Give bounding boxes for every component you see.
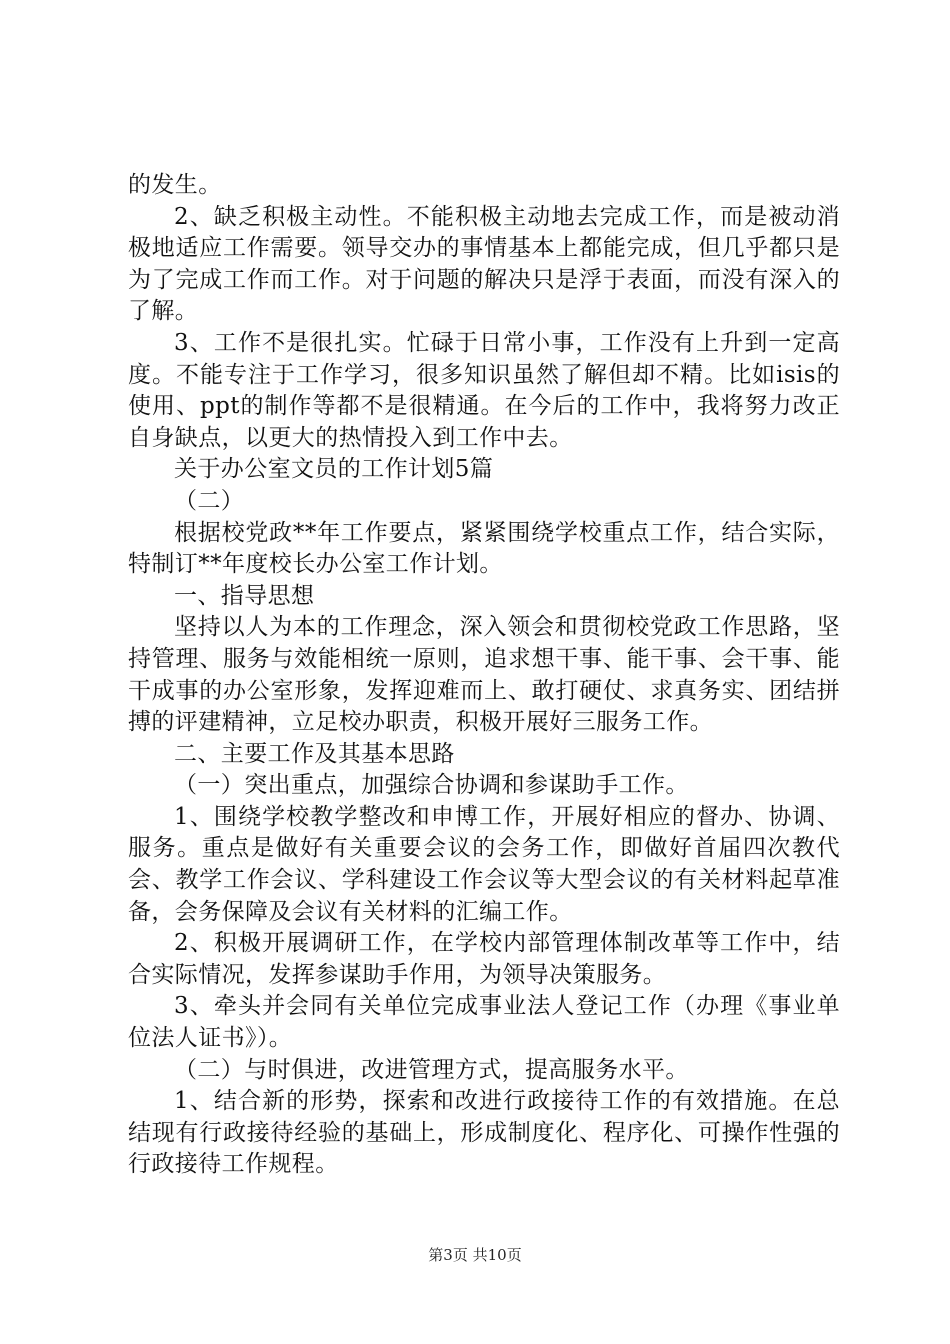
paragraph-item-4: 1、结合新的形势，探索和改进行政接待工作的有效措施。在总结现有行政接待经验的基础上，形成制度化、程序化、可操作性强的行政接待工作规程。: [128, 1088, 840, 1178]
heading-guiding-thought: 一、指导思想: [174, 582, 315, 609]
paragraph-guiding-thought: 坚持以人为本的工作理念，深入领会和贯彻校党政工作思路，坚持管理、服务与效能相统一原则，追求想干事、能干事、会干事、能干成事的办公室形象，发挥迎难而上、敢打硬仗、求真务实、团结拼搏的评建精神，立足校办职责，积极开展好三服务工作。: [128, 614, 840, 736]
paragraph-3: 3、工作不是很扎实。忙碌于日常小事，工作没有上升到一定高度。不能专注于工作学习，很多知识虽然了解但却不精。比如isis的使用、ppt的制作等都不是很精通。在今后的工作中，我将努力改正自身缺点，以更大的热情投入到工作中去。: [128, 329, 840, 451]
paragraph-item-2: 2、积极开展调研工作，在学校内部管理体制改革等工作中，结合实际情况，发挥参谋助手作用，为领导决策服务。: [128, 930, 840, 988]
subheading-keep-pace: （二）与时俱进，改进管理方式，提高服务水平。: [174, 1056, 689, 1083]
paragraph-intro: 根据校党政**年工作要点，紧紧围绕学校重点工作，结合实际，特制订**年度校长办公室工作计划。: [128, 519, 840, 578]
paragraph-item-3: 3、牵头并会同有关单位完成事业法人登记工作（办理《事业单位法人证书》）。: [128, 993, 840, 1052]
subheading-focus: （一）突出重点，加强综合协调和参谋助手工作。: [174, 772, 689, 799]
paragraph-item-1: 1、围绕学校教学整改和申博工作，开展好相应的督办、协调、服务。重点是做好有关重要会议的会务工作，即做好首届四次教代会、教学工作会议、学科建设工作会议等大型会议的有关材料起草准备，会务保障及会议有关材料的汇编工作。: [128, 803, 840, 925]
paragraph-1: 的发生。: [128, 172, 222, 198]
document-body: [128, 170, 840, 1181]
heading-main-work: 二、主要工作及其基本思路: [174, 740, 455, 767]
article-title: 关于办公室文员的工作计划5篇: [174, 456, 494, 483]
section-number: （二）: [174, 487, 245, 514]
paragraph-2: 2、缺乏积极主动性。不能积极主动地去完成工作，而是被动消极地适应工作需要。领导交办的事情基本上都能完成，但几乎都只是为了完成工作而工作。对于问题的解决只是浮于表面，而没有深入的了解。: [128, 203, 840, 325]
page-number: 第3页 共10页: [428, 1246, 522, 1264]
